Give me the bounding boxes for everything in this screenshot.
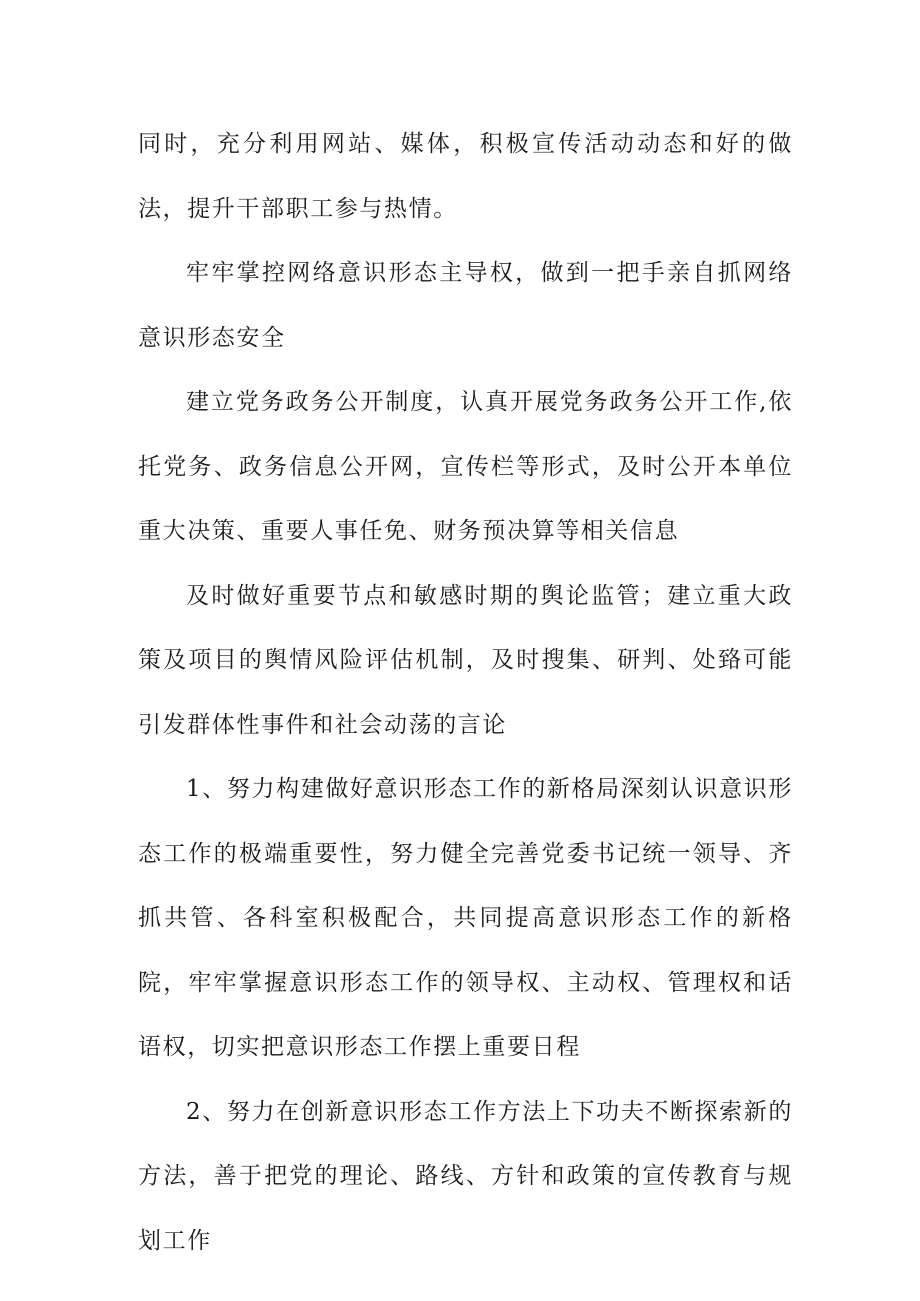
paragraph-item-1: 1、努力构建做好意识形态工作的新格局深刻认识意识形态工作的极端重要性，努力健全完善党委书记统一领导、齐抓共管、各科室积极配合，共同提高意识形态工作的新格院，牢牢掌握意识形态工作的领导权、主动权、管理权和话语权，切实把意识形态工作摆上重要日程 [138,776,793,1060]
paragraph-public-affairs: 建立党务政务公开制度，认真开展党务政务公开工作,依托党务、政务信息公开网，宣传栏等形式，及时公开本单位重大决策、重要人事任免、财务预决算等相关信息 [138,389,793,544]
paragraph-network-ideology: 牢牢掌控网络意识形态主导权，做到一把手亲自抓网络意识形态安全 [138,260,793,351]
paragraph-public-opinion: 及时做好重要节点和敏感时期的舆论监管；建立重大政策及项目的舆情风险评估机制，及时搜集、研判、处臵可能引发群体性事件和社会动荡的言论 [138,582,793,738]
paragraph-item-2: 2、努力在创新意识形态工作方法上下功夫不断探索新的方法，善于把党的理论、路线、方针和政策的宣传教育与规划工作 [138,1098,793,1254]
document-body [138,112,793,1273]
paragraph-continuation: 同时，充分利用网站、媒体，积极宣传活动动态和好的做法，提升干部职工参与热情。 [138,131,793,222]
